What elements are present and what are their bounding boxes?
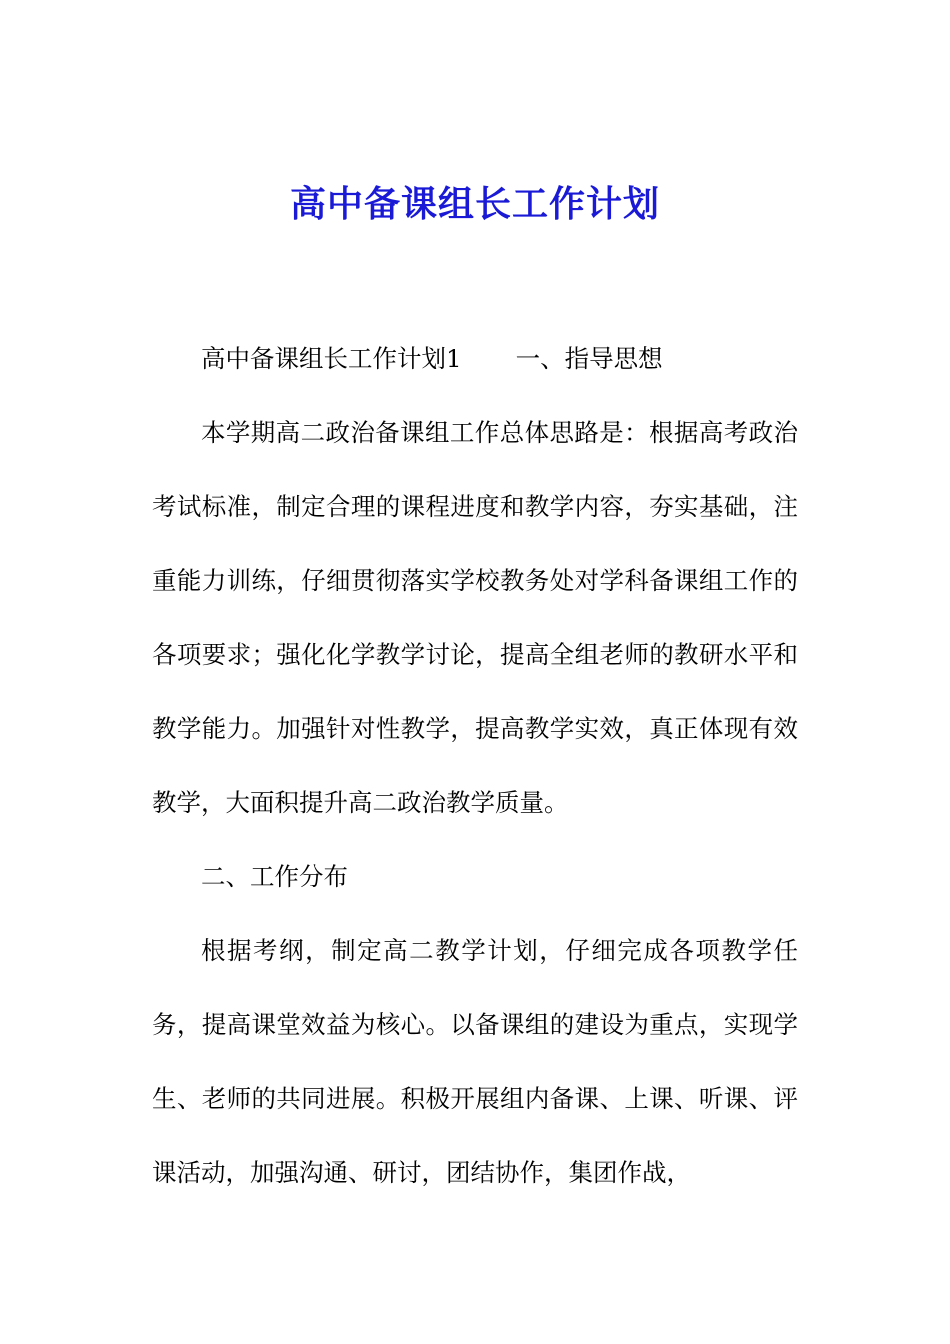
document-body <box>152 322 798 1210</box>
plan-heading: 高中备课组长工作计划1 <box>201 344 462 373</box>
paragraph-work-distribution: 根据考纲，制定高二教学计划，仔细完成各项教学任务，提高课堂效益为核心。以备课组的建设为重点，实现学生、老师的共同进展。积极开展组内备课、上课、听课、评课活动，加强沟通、研讨，团结协作，集团作战， <box>152 936 798 1187</box>
document-title: 高中备课组长工作计划 <box>289 183 660 225</box>
heading-line <box>152 322 798 396</box>
paragraph-guiding-thought: 本学期高二政治备课组工作总体思路是：根据高考政治考试标准，制定合理的课程进度和教学内容，夯实基础，注重能力训练，仔细贯彻落实学校教务处对学科备课组工作的各项要求；强化化学教学讨论，提高全组老师的教研水平和教学能力。加强针对性教学，提高教学实效，真正体现有效教学，大面积提升高二政治教学质量。 <box>152 418 798 817</box>
section-heading-guiding-thought: 一、指导思想 <box>515 344 663 373</box>
section-heading-work-distribution: 二、工作分布 <box>201 862 348 891</box>
